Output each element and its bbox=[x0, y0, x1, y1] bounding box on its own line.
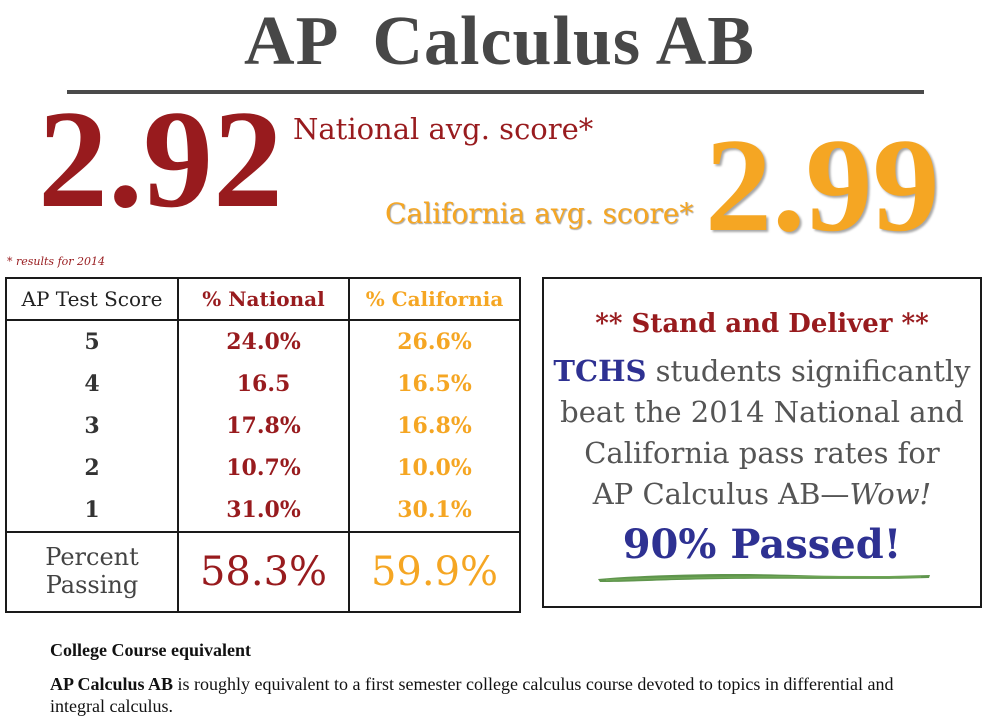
column-header-california: % California bbox=[349, 278, 520, 320]
national-cell: 17.8% bbox=[178, 405, 349, 447]
table-row bbox=[6, 320, 520, 363]
national-passing-cell: 58.3% bbox=[178, 532, 349, 612]
callout-text-3: California pass rates for bbox=[584, 436, 940, 470]
national-average-label: National avg. score* bbox=[293, 112, 594, 146]
national-cell: 16.5 bbox=[178, 363, 349, 405]
score-distribution-table bbox=[5, 277, 521, 613]
national-cell: 31.0% bbox=[178, 489, 349, 532]
california-average-score: 2.99 bbox=[705, 111, 940, 259]
callout-heading: ** Stand and Deliver ** bbox=[595, 309, 929, 339]
table-row bbox=[6, 363, 520, 405]
callout-message bbox=[544, 351, 980, 515]
table-header-row bbox=[6, 278, 520, 320]
callout-text-2: beat the 2014 National and bbox=[560, 395, 964, 429]
school-name: TCHS bbox=[553, 354, 647, 388]
california-cell: 30.1% bbox=[349, 489, 520, 532]
national-cell: 24.0% bbox=[178, 320, 349, 363]
footnote: * results for 2014 bbox=[7, 255, 106, 268]
percent-passing-label-line1: Percent bbox=[45, 543, 139, 572]
college-equivalent-heading: College Course equivalent bbox=[50, 640, 251, 660]
college-equivalent-text bbox=[50, 673, 930, 717]
score-cell: 2 bbox=[6, 447, 178, 489]
table-row bbox=[6, 405, 520, 447]
table-row bbox=[6, 489, 520, 532]
score-cell: 4 bbox=[6, 363, 178, 405]
national-cell: 10.7% bbox=[178, 447, 349, 489]
stand-and-deliver-callout bbox=[542, 277, 982, 608]
callout-text-1: students significantly bbox=[646, 354, 971, 388]
score-cell: 1 bbox=[6, 489, 178, 532]
california-cell: 10.0% bbox=[349, 447, 520, 489]
california-cell: 16.8% bbox=[349, 405, 520, 447]
national-average-score: 2.92 bbox=[38, 82, 283, 237]
score-cell: 3 bbox=[6, 405, 178, 447]
page-title: AP Calculus AB bbox=[244, 3, 755, 80]
percent-passing-label-line2: Passing bbox=[45, 571, 139, 599]
passed-percentage: 90% Passed! bbox=[622, 521, 902, 568]
score-cell: 5 bbox=[6, 320, 178, 363]
percent-passing-label bbox=[6, 532, 178, 612]
green-swoosh-underline bbox=[596, 570, 932, 584]
percent-passing-row bbox=[6, 532, 520, 612]
college-equivalent-description: is roughly equivalent to a first semester college calculus course devoted to topics in differential and integral calculus. bbox=[50, 674, 894, 716]
course-name: AP Calculus AB bbox=[50, 674, 174, 694]
table-row bbox=[6, 447, 520, 489]
california-average-label: California avg. score* bbox=[385, 197, 694, 230]
california-cell: 26.6% bbox=[349, 320, 520, 363]
california-cell: 16.5% bbox=[349, 363, 520, 405]
callout-text-4: AP Calculus AB— bbox=[592, 477, 850, 511]
callout-wow: Wow! bbox=[849, 477, 932, 511]
column-header-score: AP Test Score bbox=[6, 278, 178, 320]
california-passing-cell: 59.9% bbox=[349, 532, 520, 612]
column-header-national: % National bbox=[178, 278, 349, 320]
